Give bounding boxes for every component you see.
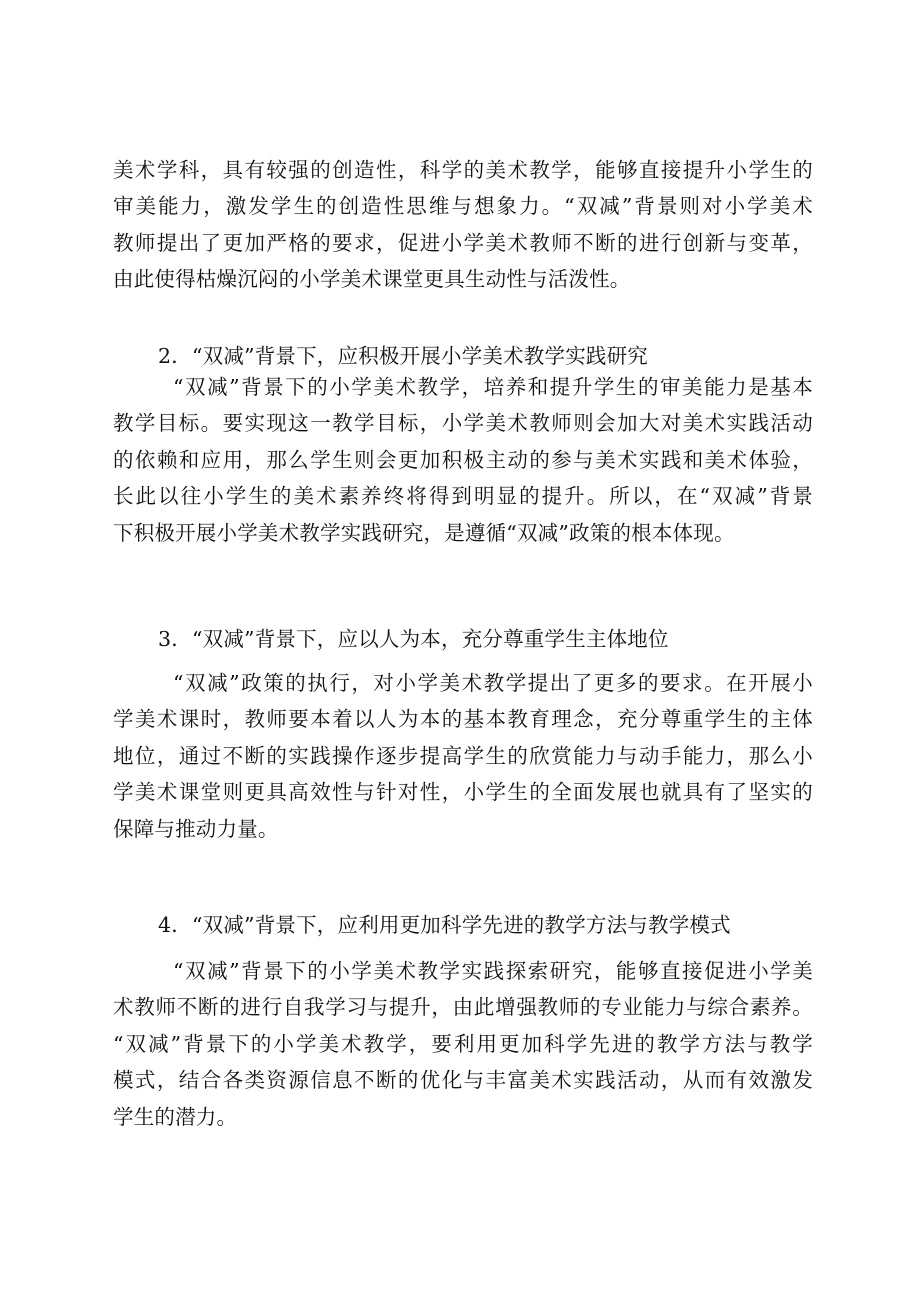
paragraph-line: “双减”政策的执行，对小学美术教学提出了更多的要求。在开展小 (173, 671, 813, 695)
paragraph-line: 由此使得枯燥沉闷的小学美术课堂更具生动性与活泼性。 (113, 267, 631, 292)
paragraph-2 (113, 369, 813, 551)
paragraph-line: 美术学科，具有较强的创造性，科学的美术教学，能够直接提升小学生的 (113, 158, 813, 182)
paragraph-3 (113, 665, 813, 847)
paragraph-line: 术教师不断的进行自我学习与提升，由此增强教师的专业能力与综合素养。 (113, 995, 813, 1020)
paragraph-1 (113, 152, 813, 298)
paragraph-line: “双减”背景下的小学美术教学实践探索研究，能够直接促进小学美 (173, 959, 813, 983)
paragraph-line: “双减”背景下的小学美术教学，要利用更加科学先进的教学方法与教学 (113, 1031, 813, 1056)
section-heading-2: 2．“双减”背景下，应积极开展小学美术教学实践研究 (158, 344, 649, 368)
paragraph-line: 审美能力，激发学生的创造性思维与想象力。“双减”背景则对小学美术 (113, 194, 813, 219)
paragraph-4 (113, 953, 813, 1135)
paragraph-line: “双减”背景下的小学美术教学，培养和提升学生的审美能力是基本 (173, 375, 813, 399)
paragraph-line: 的依赖和应用，那么学生则会更加积极主动的参与美术实践和美术体验， (113, 447, 813, 472)
paragraph-line: 教学目标。要实现这一教学目标，小学美术教师则会加大对美术实践活动 (113, 411, 813, 436)
paragraph-line: 模式，结合各类资源信息不断的优化与丰富美术实践活动，从而有效激发 (113, 1068, 813, 1093)
section-heading-3: 3．“双减”背景下，应以人为本，充分尊重学生主体地位 (158, 627, 669, 651)
paragraph-line: 学美术课时，教师要本着以人为本的基本教育理念，充分尊重学生的主体 (113, 707, 813, 732)
paragraph-line: 长此以往小学生的美术素养终将得到明显的提升。所以，在“双减”背景 (113, 484, 813, 509)
paragraph-line: 保障与推动力量。 (113, 816, 279, 841)
paragraph-line: 教师提出了更加严格的要求，促进小学美术教师不断的进行创新与变革， (113, 230, 813, 255)
paragraph-line: 学美术课堂则更具高效性与针对性，小学生的全面发展也就具有了坚实的 (113, 780, 813, 805)
paragraph-line: 下积极开展小学美术教学实践研究，是遵循“双减”政策的根本体现。 (113, 520, 735, 545)
section-heading-4: 4．“双减”背景下，应利用更加科学先进的教学方法与教学模式 (158, 913, 731, 937)
paragraph-line: 学生的潜力。 (113, 1104, 238, 1129)
paragraph-line: 地位，通过不断的实践操作逐步提高学生的欣赏能力与动手能力，那么小 (113, 743, 813, 768)
